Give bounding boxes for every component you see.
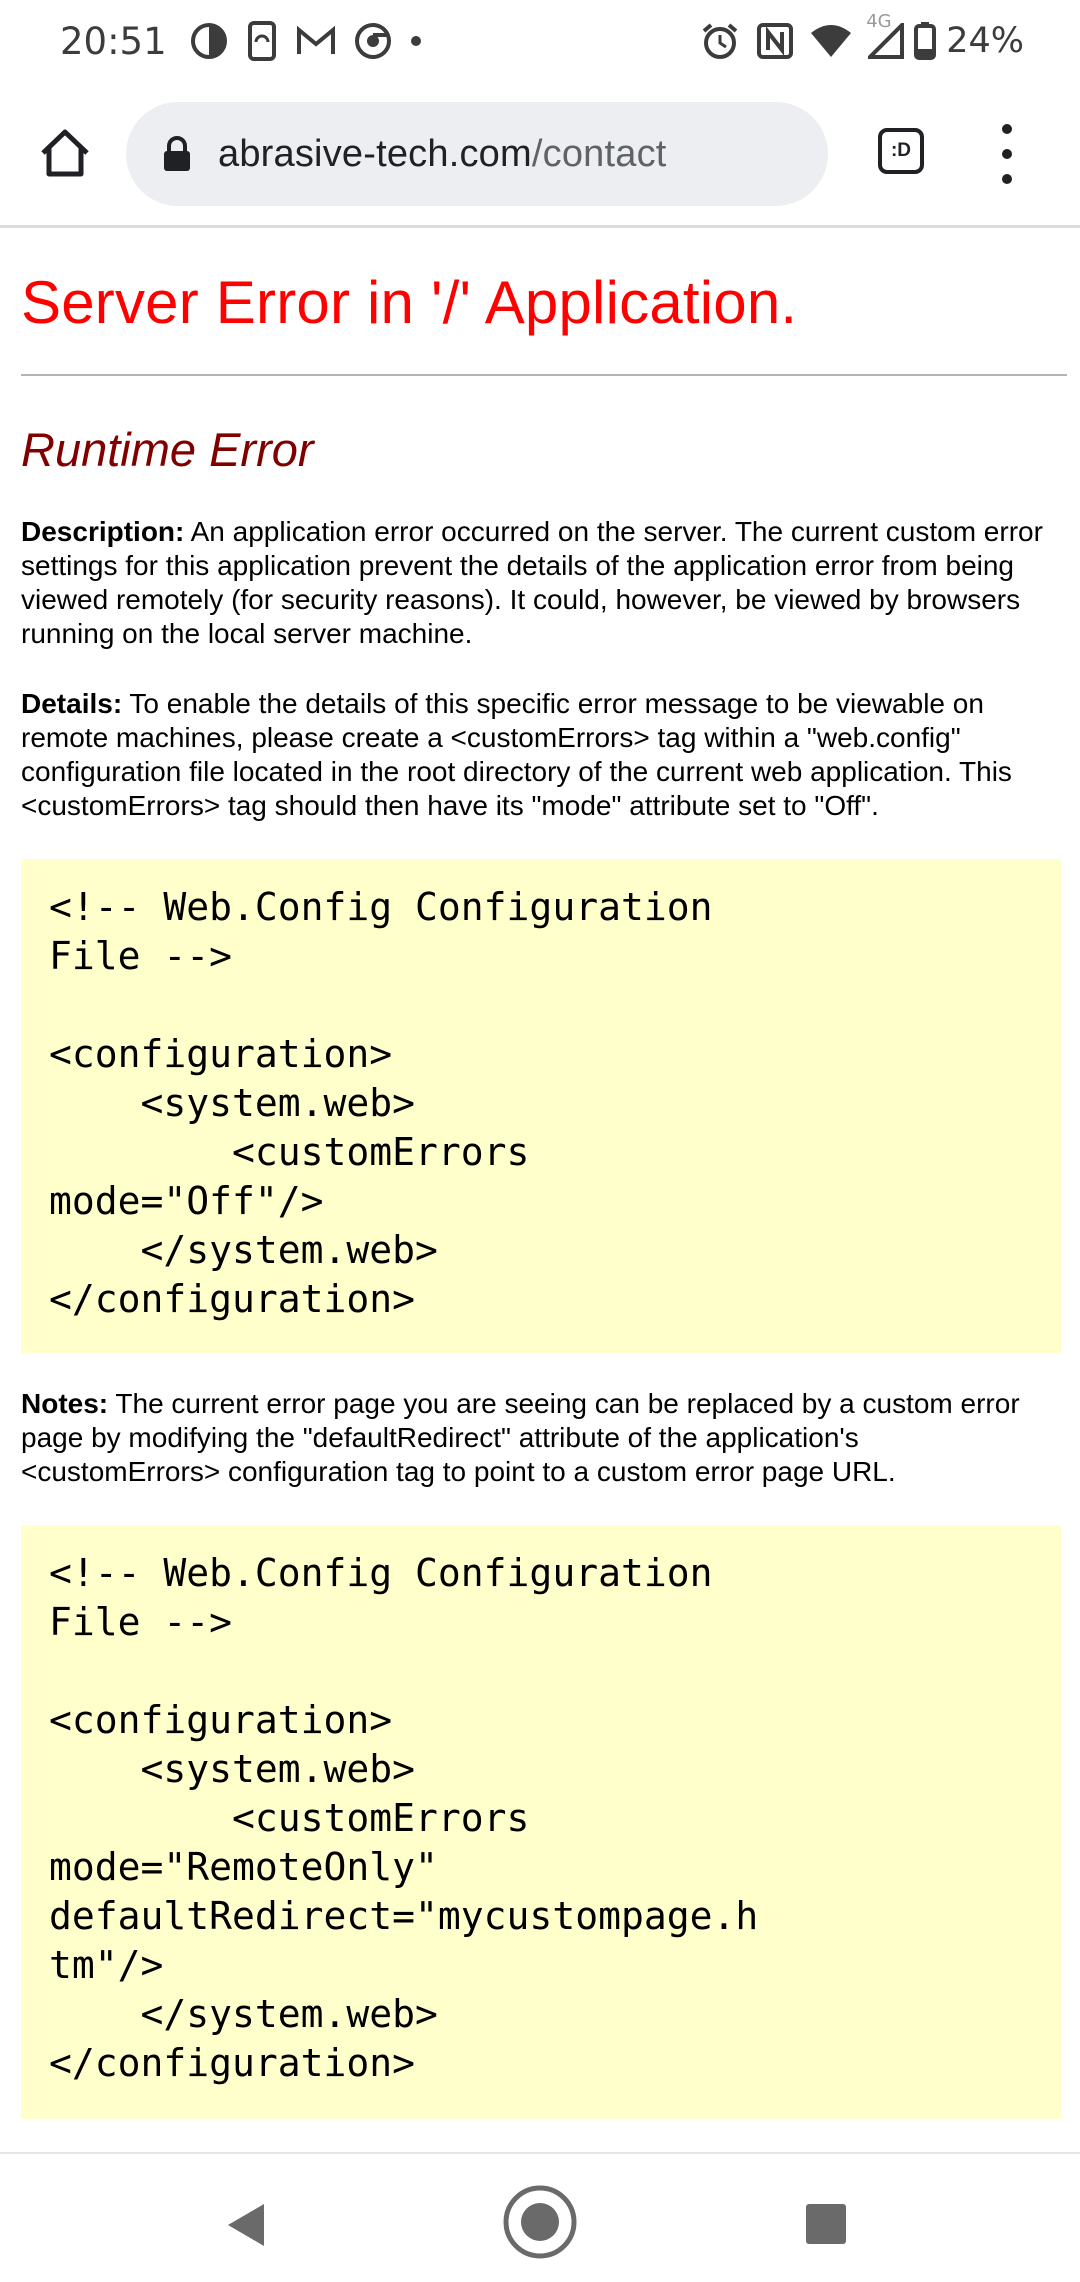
url-path: /contact	[531, 132, 667, 175]
url-text	[218, 133, 667, 176]
phone-sync-icon	[245, 20, 279, 62]
alarm-icon	[700, 21, 740, 61]
description-text: An application error occurred on the server. The current custom error settings for this application prevent the details of the application error from being viewed remotely (for security reasons). It could, however, be viewed by browsers running on the local server machine.	[21, 516, 1043, 649]
browser-toolbar	[0, 82, 1080, 228]
more-dot-icon	[409, 34, 423, 48]
home-circle-icon	[502, 2184, 578, 2260]
page-content	[21, 230, 1061, 2119]
back-button[interactable]	[226, 2202, 266, 2253]
browser-menu-button[interactable]	[990, 124, 1024, 184]
wifi-icon	[810, 23, 852, 59]
description-paragraph	[21, 515, 1061, 651]
status-time: 20:51	[60, 19, 167, 63]
page-title: Server Error in '/' Application.	[21, 269, 798, 336]
error-heading: Runtime Error	[21, 423, 314, 476]
nfc-icon	[756, 22, 794, 60]
recents-button[interactable]	[806, 2204, 846, 2244]
lock-icon	[162, 134, 196, 174]
code-block-remote-only: <!-- Web.Config Configuration File --> <configuration> <system.web> <customErrors mode="RemoteOnly" defaultRedirect="mycustompage.h tm"/> </system.web> </configuration>	[21, 1525, 1061, 2119]
gmail-icon	[295, 24, 337, 58]
battery-icon	[914, 22, 936, 60]
divider	[21, 374, 1067, 376]
notes-paragraph	[21, 1387, 1061, 1489]
address-bar[interactable]	[126, 102, 828, 206]
details-label: Details:	[21, 688, 123, 719]
details-text: To enable the details of this specific error message to be viewable on remote machines, please create a <customErrors> tag within a "web.config" configuration file located in the root directory of the current web application. This <customErrors> tag should then have its "mode" attribute set to "Off".	[21, 688, 1012, 821]
system-nav-bar	[0, 2152, 1080, 2282]
chrome-icon	[353, 21, 393, 61]
description-label: Description:	[21, 516, 185, 547]
tab-switcher-button[interactable]	[878, 128, 924, 174]
details-paragraph	[21, 687, 1061, 823]
code-block-off: <!-- Web.Config Configuration File --> <configuration> <system.web> <customErrors mode="Off"/> </system.web> </configuration>	[21, 859, 1061, 1353]
status-bar	[0, 0, 1080, 82]
tab-switcher-label: :D	[890, 140, 912, 161]
home-icon	[37, 127, 93, 179]
more-vert-icon	[1002, 124, 1012, 134]
data-saver-icon	[189, 21, 229, 61]
network-label: 4G	[866, 11, 892, 32]
notes-text: The current error page you are seeing can be replaced by a custom error page by modifying the "defaultRedirect" attribute of the application's <customErrors> configuration tag to point to a custom error page URL.	[21, 1388, 1020, 1487]
back-icon	[226, 2202, 266, 2248]
home-button[interactable]	[30, 118, 100, 188]
signal-icon	[866, 11, 904, 59]
url-host: abrasive-tech.com	[218, 132, 532, 175]
battery-percent: 24%	[946, 21, 1024, 61]
notes-label: Notes:	[21, 1388, 109, 1419]
home-nav-button[interactable]	[502, 2184, 578, 2265]
